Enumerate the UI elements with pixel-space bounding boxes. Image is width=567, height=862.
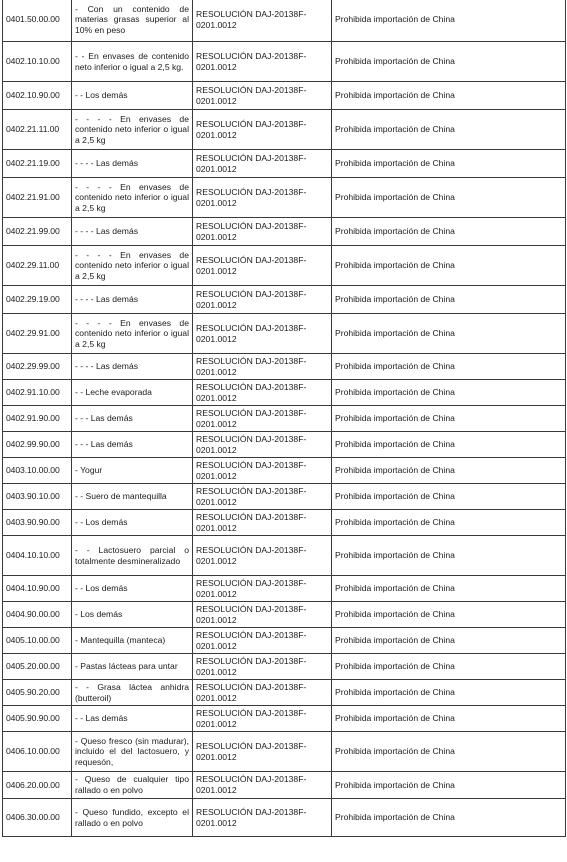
resolution-cell: RESOLUCIÓN DAJ-20138F-0201.0012 xyxy=(193,286,332,314)
observation-cell: Prohibida importación de China xyxy=(332,484,566,510)
description-cell: - - Las demás xyxy=(72,706,193,732)
table-row xyxy=(3,286,566,314)
resolution-cell: RESOLUCIÓN DAJ-20138F-0201.0012 xyxy=(193,178,332,218)
observation-cell: Prohibida importación de China xyxy=(332,286,566,314)
tariff-code-cell: 0405.10.00.00 xyxy=(3,628,72,654)
tariff-code-cell: 0404.10.90.00 xyxy=(3,576,72,602)
description-cell: - - - - Las demás xyxy=(72,354,193,380)
table-row xyxy=(3,42,566,82)
resolution-cell: RESOLUCIÓN DAJ-20138F-0201.0012 xyxy=(193,536,332,576)
tariff-code-cell: 0403.90.10.00 xyxy=(3,484,72,510)
description-cell: - - Los demás xyxy=(72,82,193,110)
resolution-cell: RESOLUCIÓN DAJ-20138F-0201.0012 xyxy=(193,706,332,732)
table-row xyxy=(3,218,566,246)
tariff-code-cell: 0403.10.00.00 xyxy=(3,458,72,484)
observation-cell: Prohibida importación de China xyxy=(332,354,566,380)
observation-cell: Prohibida importación de China xyxy=(332,110,566,150)
tariff-code-cell: 0402.29.99.00 xyxy=(3,354,72,380)
description-cell: - - Los demás xyxy=(72,510,193,536)
description-cell: - Queso fundido, excepto el rallado o en polvo xyxy=(72,799,193,837)
description-cell: - Los demás xyxy=(72,602,193,628)
description-cell: - - - - En envases de contenido neto inferior o igual a 2,5 kg xyxy=(72,314,193,354)
table-row xyxy=(3,354,566,380)
description-cell: - Queso de cualquier tipo rallado o en polvo xyxy=(72,772,193,799)
resolution-cell: RESOLUCIÓN DAJ-20138F-0201.0012 xyxy=(193,732,332,772)
observation-cell: Prohibida importación de China xyxy=(332,458,566,484)
table-row xyxy=(3,602,566,628)
resolution-cell: RESOLUCIÓN DAJ-20138F-0201.0012 xyxy=(193,484,332,510)
description-cell: - - - - En envases de contenido neto inferior o igual a 2,5 kg xyxy=(72,178,193,218)
tariff-code-cell: 0402.91.10.00 xyxy=(3,380,72,406)
resolution-cell: RESOLUCIÓN DAJ-20138F-0201.0012 xyxy=(193,510,332,536)
resolution-cell: RESOLUCIÓN DAJ-20138F-0201.0012 xyxy=(193,354,332,380)
tariff-code-cell: 0401.50.00.00 xyxy=(3,0,72,42)
observation-cell: Prohibida importación de China xyxy=(332,246,566,286)
table-row xyxy=(3,772,566,799)
tariff-code-cell: 0402.21.11.00 xyxy=(3,110,72,150)
resolution-cell: RESOLUCIÓN DAJ-20138F-0201.0012 xyxy=(193,150,332,178)
description-cell: - - - - En envases de contenido neto inferior o igual a 2,5 kg xyxy=(72,110,193,150)
observation-cell: Prohibida importación de China xyxy=(332,536,566,576)
resolution-cell: RESOLUCIÓN DAJ-20138F-0201.0012 xyxy=(193,0,332,42)
resolution-cell: RESOLUCIÓN DAJ-20138F-0201.0012 xyxy=(193,218,332,246)
table-row xyxy=(3,314,566,354)
resolution-cell: RESOLUCIÓN DAJ-20138F-0201.0012 xyxy=(193,628,332,654)
table-row xyxy=(3,628,566,654)
tariff-code-cell: 0402.29.91.00 xyxy=(3,314,72,354)
description-cell: - Mantequilla (manteca) xyxy=(72,628,193,654)
observation-cell: Prohibida importación de China xyxy=(332,178,566,218)
table-row xyxy=(3,246,566,286)
tariff-code-cell: 0403.90.90.00 xyxy=(3,510,72,536)
tariff-table xyxy=(2,0,566,837)
observation-cell: Prohibida importación de China xyxy=(332,706,566,732)
table-row xyxy=(3,432,566,458)
table-row xyxy=(3,732,566,772)
tariff-code-cell: 0402.10.90.00 xyxy=(3,82,72,110)
description-cell: - Pastas lácteas para untar xyxy=(72,654,193,680)
table-row xyxy=(3,510,566,536)
description-cell: - - Grasa láctea anhidra (butteroil) xyxy=(72,680,193,706)
description-cell: - Con un contenido de materias grasas superior al 10% en peso xyxy=(72,0,193,42)
resolution-cell: RESOLUCIÓN DAJ-20138F-0201.0012 xyxy=(193,602,332,628)
observation-cell: Prohibida importación de China xyxy=(332,42,566,82)
observation-cell: Prohibida importación de China xyxy=(332,576,566,602)
observation-cell: Prohibida importación de China xyxy=(332,628,566,654)
description-cell: - - Leche evaporada xyxy=(72,380,193,406)
tariff-code-cell: 0406.30.00.00 xyxy=(3,799,72,837)
tariff-code-cell: 0402.21.91.00 xyxy=(3,178,72,218)
tariff-code-cell: 0402.29.11.00 xyxy=(3,246,72,286)
tariff-code-cell: 0402.91.90.00 xyxy=(3,406,72,432)
observation-cell: Prohibida importación de China xyxy=(332,314,566,354)
description-cell: - - - Las demás xyxy=(72,432,193,458)
table-row xyxy=(3,680,566,706)
observation-cell: Prohibida importación de China xyxy=(332,218,566,246)
observation-cell: Prohibida importación de China xyxy=(332,602,566,628)
resolution-cell: RESOLUCIÓN DAJ-20138F-0201.0012 xyxy=(193,799,332,837)
resolution-cell: RESOLUCIÓN DAJ-20138F-0201.0012 xyxy=(193,246,332,286)
table-row xyxy=(3,150,566,178)
table-row xyxy=(3,484,566,510)
description-cell: - - - - Las demás xyxy=(72,286,193,314)
resolution-cell: RESOLUCIÓN DAJ-20138F-0201.0012 xyxy=(193,654,332,680)
tariff-code-cell: 0402.21.99.00 xyxy=(3,218,72,246)
tariff-table-body xyxy=(3,0,566,837)
resolution-cell: RESOLUCIÓN DAJ-20138F-0201.0012 xyxy=(193,432,332,458)
observation-cell: Prohibida importación de China xyxy=(332,654,566,680)
description-cell: - - Suero de mantequilla xyxy=(72,484,193,510)
resolution-cell: RESOLUCIÓN DAJ-20138F-0201.0012 xyxy=(193,380,332,406)
table-row xyxy=(3,799,566,837)
description-cell: - - Lactosuero parcial o totalmente desmineralizado xyxy=(72,536,193,576)
observation-cell: Prohibida importación de China xyxy=(332,380,566,406)
description-cell: - - Los demás xyxy=(72,576,193,602)
resolution-cell: RESOLUCIÓN DAJ-20138F-0201.0012 xyxy=(193,772,332,799)
observation-cell: Prohibida importación de China xyxy=(332,732,566,772)
description-cell: - - - - En envases de contenido neto inferior o igual a 2,5 kg xyxy=(72,246,193,286)
resolution-cell: RESOLUCIÓN DAJ-20138F-0201.0012 xyxy=(193,576,332,602)
table-row xyxy=(3,406,566,432)
table-row xyxy=(3,576,566,602)
tariff-code-cell: 0405.90.90.00 xyxy=(3,706,72,732)
resolution-cell: RESOLUCIÓN DAJ-20138F-0201.0012 xyxy=(193,458,332,484)
tariff-code-cell: 0402.10.10.00 xyxy=(3,42,72,82)
observation-cell: Prohibida importación de China xyxy=(332,799,566,837)
table-row xyxy=(3,110,566,150)
observation-cell: Prohibida importación de China xyxy=(332,406,566,432)
tariff-code-cell: 0405.90.20.00 xyxy=(3,680,72,706)
observation-cell: Prohibida importación de China xyxy=(332,432,566,458)
table-row xyxy=(3,380,566,406)
resolution-cell: RESOLUCIÓN DAJ-20138F-0201.0012 xyxy=(193,42,332,82)
table-row xyxy=(3,706,566,732)
tariff-code-cell: 0404.10.10.00 xyxy=(3,536,72,576)
observation-cell: Prohibida importación de China xyxy=(332,82,566,110)
table-row xyxy=(3,0,566,42)
observation-cell: Prohibida importación de China xyxy=(332,510,566,536)
observation-cell: Prohibida importación de China xyxy=(332,0,566,42)
tariff-code-cell: 0402.99.90.00 xyxy=(3,432,72,458)
resolution-cell: RESOLUCIÓN DAJ-20138F-0201.0012 xyxy=(193,110,332,150)
description-cell: - Yogur xyxy=(72,458,193,484)
table-row xyxy=(3,536,566,576)
tariff-code-cell: 0404.90.00.00 xyxy=(3,602,72,628)
resolution-cell: RESOLUCIÓN DAJ-20138F-0201.0012 xyxy=(193,314,332,354)
resolution-cell: RESOLUCIÓN DAJ-20138F-0201.0012 xyxy=(193,680,332,706)
description-cell: - Queso fresco (sin madurar), incluido el del lactosuero, y requesón, xyxy=(72,732,193,772)
observation-cell: Prohibida importación de China xyxy=(332,772,566,799)
tariff-code-cell: 0406.20.00.00 xyxy=(3,772,72,799)
table-row xyxy=(3,458,566,484)
description-cell: - - - - Las demás xyxy=(72,218,193,246)
description-cell: - - En envases de contenido neto inferior o igual a 2,5 kg. xyxy=(72,42,193,82)
resolution-cell: RESOLUCIÓN DAJ-20138F-0201.0012 xyxy=(193,82,332,110)
description-cell: - - - - Las demás xyxy=(72,150,193,178)
tariff-code-cell: 0402.21.19.00 xyxy=(3,150,72,178)
tariff-code-cell: 0402.29.19.00 xyxy=(3,286,72,314)
description-cell: - - - Las demás xyxy=(72,406,193,432)
tariff-code-cell: 0405.20.00.00 xyxy=(3,654,72,680)
resolution-cell: RESOLUCIÓN DAJ-20138F-0201.0012 xyxy=(193,406,332,432)
observation-cell: Prohibida importación de China xyxy=(332,680,566,706)
table-row xyxy=(3,82,566,110)
table-row xyxy=(3,178,566,218)
table-row xyxy=(3,654,566,680)
observation-cell: Prohibida importación de China xyxy=(332,150,566,178)
tariff-code-cell: 0406.10.00.00 xyxy=(3,732,72,772)
